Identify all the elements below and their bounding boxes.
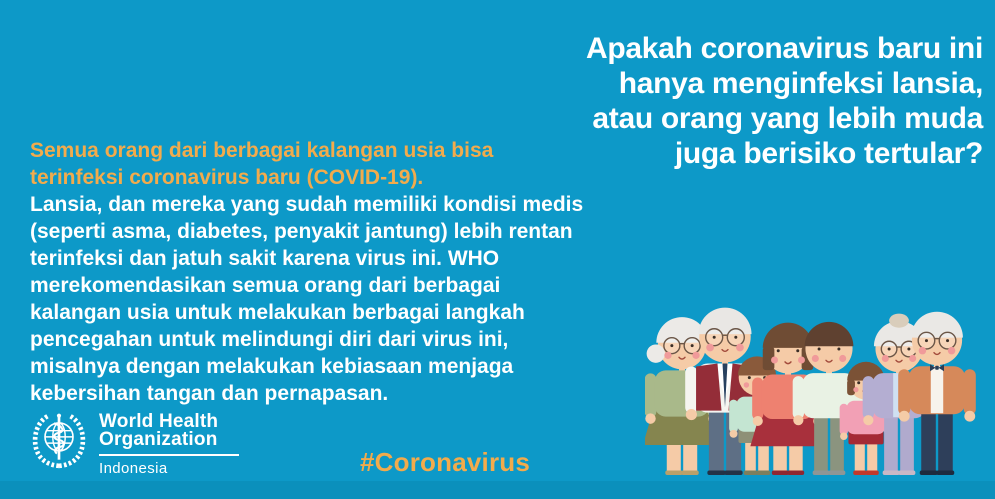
question-line: atau orang yang lebih muda <box>592 102 983 135</box>
answer-highlight-line: Semua orang dari berbagai kalangan usia bisa <box>30 139 494 162</box>
answer-body-line: (seperti asma, diabetes, penyakit jantung) lebih rentan <box>30 220 573 243</box>
answer-body-line: Lansia, dan mereka yang sudah memiliki kondisi medis <box>30 193 584 216</box>
answer-body-line: kalangan usia untuk melakukan berbagai langkah <box>30 301 525 324</box>
answer-body-line: kebersihan tangan dan pernapasan. <box>30 382 389 405</box>
ground-strip <box>0 481 995 499</box>
who-logo-divider <box>99 454 239 456</box>
who-emblem-icon <box>30 411 88 469</box>
who-logo-text <box>99 411 239 477</box>
who-logo <box>30 411 239 477</box>
who-name-line: Organization <box>99 429 218 450</box>
who-name-line: World Health <box>99 411 219 432</box>
answer-body-line: merekomendasikan semua orang dari berbagai <box>30 274 501 297</box>
answer-body-line: terinfeksi dan jatuh sakit karena virus ini. WHO <box>30 247 500 270</box>
coronavirus-hashtag: #Coronavirus <box>360 447 531 477</box>
answer-text <box>30 137 630 407</box>
answer-highlight-line: terinfeksi coronavirus baru (COVID-19). <box>30 166 424 189</box>
question-line: juga berisiko tertular? <box>674 137 983 170</box>
question-line: Apakah coronavirus baru ini <box>585 32 983 65</box>
answer-body-line: pencegahan untuk melindungi diri dari virus ini, <box>30 328 509 351</box>
question-line: hanya menginfeksi lansia, <box>618 67 983 100</box>
answer-body-line: misalnya dengan melakukan kebiasaan menjaga <box>30 355 514 378</box>
who-region-label: Indonesia <box>99 459 168 477</box>
family-illustration <box>645 295 995 480</box>
